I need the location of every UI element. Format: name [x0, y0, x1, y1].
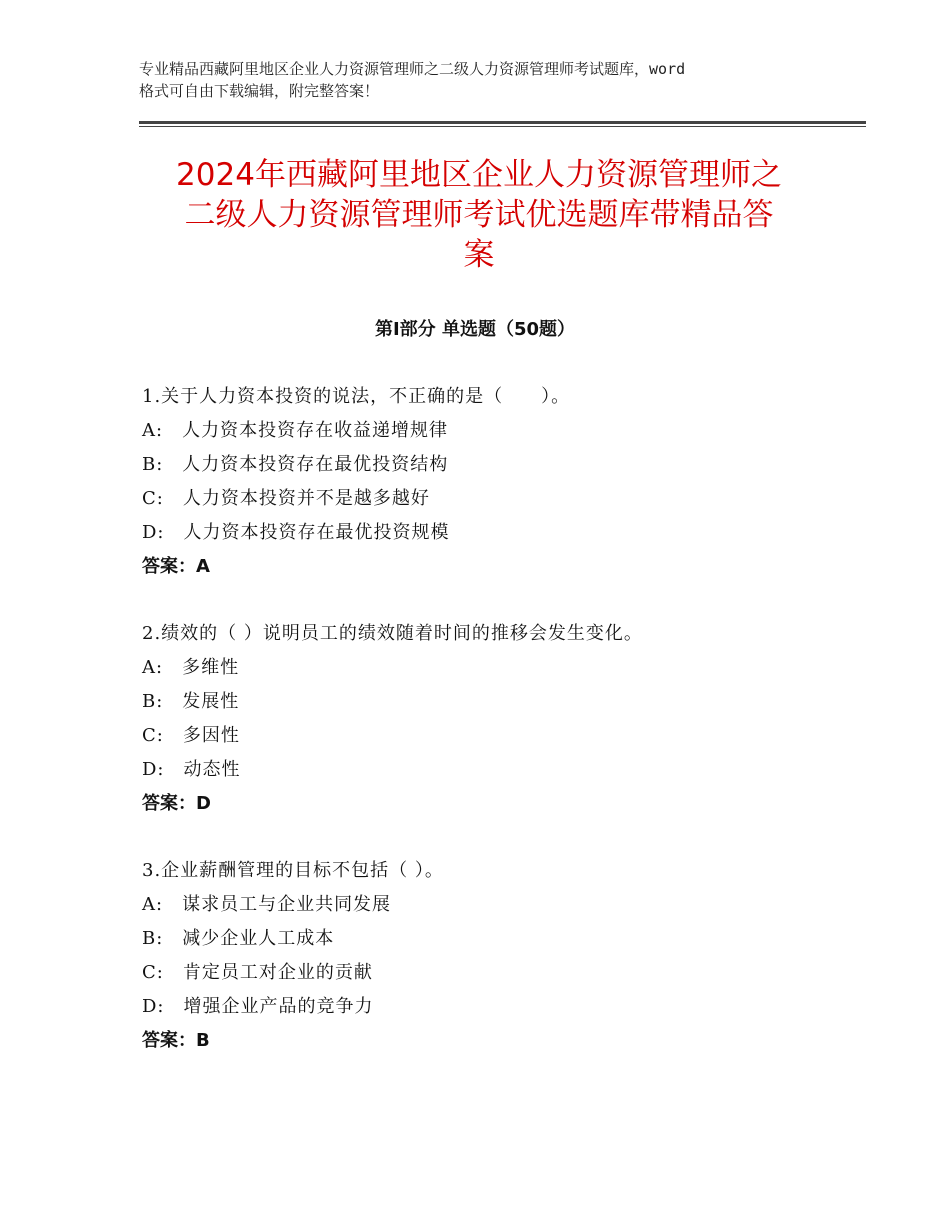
section-title: 第Ⅰ部分 单选题（50题）: [374, 319, 575, 340]
answer: 答案：B: [142, 1030, 210, 1051]
document-title-line-3: 案: [463, 237, 495, 273]
question-2: [142, 617, 862, 821]
question-list: [142, 380, 862, 1091]
option-a: A: 谋求员工与企业共同发展: [142, 894, 392, 915]
option-b: B: 人力资本投资存在最优投资结构: [142, 454, 449, 475]
document-title: [139, 155, 819, 275]
document-title-line-2: 二级人力资源管理师考试优选题库带精品答: [184, 197, 774, 233]
option-d: D: 增强企业产品的竞争力: [142, 996, 374, 1017]
option-a: A: 人力资本投资存在收益递增规律: [142, 420, 449, 441]
question-stem: 1.关于人力资本投资的说法，不正确的是（ ）。: [142, 386, 571, 407]
option-d: D: 人力资本投资存在最优投资规模: [142, 522, 450, 543]
document-title-line-1: 2024年西藏阿里地区企业人力资源管理师之: [176, 157, 782, 193]
question-stem: 2.绩效的（ ）说明员工的绩效随着时间的推移会发生变化。: [142, 623, 643, 644]
option-c: C: 肯定员工对企业的贡献: [142, 962, 373, 983]
answer: 答案：D: [142, 793, 211, 814]
header-note-line-1: 专业精品西藏阿里地区企业人力资源管理师之二级人力资源管理师考试题库，word: [139, 60, 686, 78]
option-b: B: 减少企业人工成本: [142, 928, 335, 949]
option-b: B: 发展性: [142, 691, 240, 712]
question-stem: 3.企业薪酬管理的目标不包括（ ）。: [142, 860, 444, 881]
answer: 答案：A: [142, 556, 210, 577]
header-rule-thin: [139, 126, 866, 127]
question-3: [142, 854, 862, 1058]
question-1: [142, 380, 862, 584]
header-note-line-2: 格式可自由下载编辑，附完整答案！: [139, 82, 380, 100]
option-c: C: 多因性: [142, 725, 240, 746]
header-note: [139, 58, 829, 102]
option-d: D: 动态性: [142, 759, 241, 780]
header-rule-thick: [139, 121, 866, 124]
option-a: A: 多维性: [142, 657, 240, 678]
option-c: C: 人力资本投资并不是越多越好: [142, 488, 430, 509]
